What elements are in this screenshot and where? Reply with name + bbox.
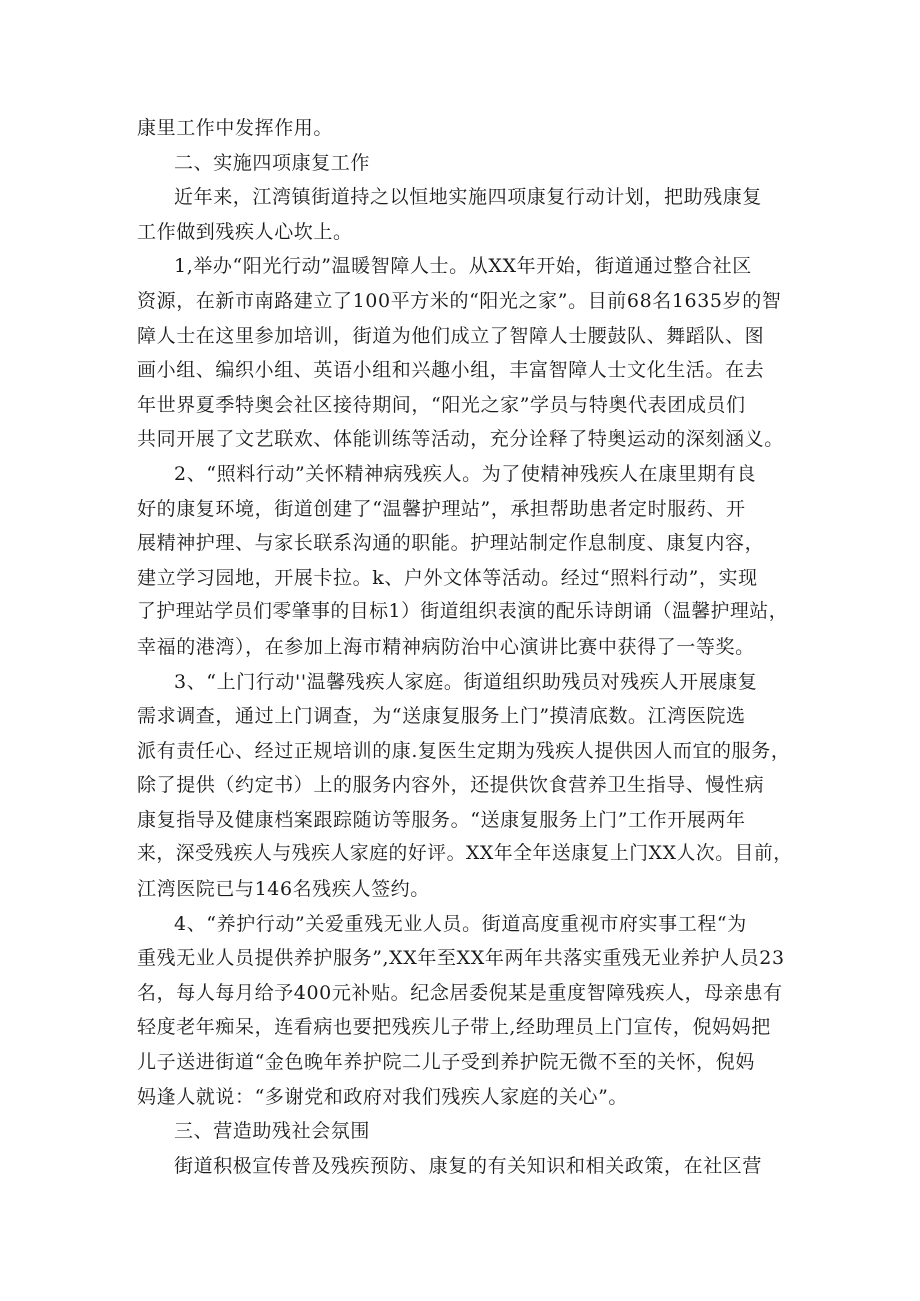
text-line: 4、“养护行动”关爱重残无业人员。街道高度重视市府实事工程“为 bbox=[174, 912, 747, 935]
text-line: 妈逢人就说：“多谢党和政府对我们残疾人家庭的关心”。 bbox=[137, 1085, 629, 1108]
text-line: 需求调查，通过上门调查，为“送康复服务上门”摸清底数。江湾医院选 bbox=[137, 705, 746, 728]
text-line: 江湾医院已与146名残疾人签约。 bbox=[137, 878, 430, 901]
section-heading-2: 二、实施四项康复工作 bbox=[174, 151, 371, 174]
text-line: 近年来，江湾镇街道持之以恒地实施四项康复行动计划，把助残康复 bbox=[174, 186, 763, 209]
text-line: 年世界夏季特奥会社区接待期间，“阳光之家”学员与特奥代表团成员们 bbox=[137, 393, 746, 416]
document-body bbox=[137, 111, 795, 1183]
text-line: 派有责任心、经过正规培训的康.复医生定期为残疾人提供因人而宜的服务， bbox=[137, 739, 791, 762]
text-line: 重残无业人员提供养护服务”,XX年至XX年两年共落实重残无业养护人员23 bbox=[137, 947, 785, 970]
text-line: 康复指导及健康档案跟踪随访等服务。“送康复服务上门”工作开展两年 bbox=[137, 808, 746, 831]
text-line: 1,举办“阳光行动”温暖智障人士。从XX年开始，街道通过整合社区 bbox=[174, 255, 752, 278]
section-heading-3: 三、营造助残社会氛围 bbox=[174, 1120, 371, 1143]
text-line: 共同开展了文艺联欢、体能训练等活动，充分诠释了特奥运动的深刻涵义。 bbox=[137, 428, 784, 451]
text-line: 来，深受残疾人与残疾人家庭的好评。XX年全年送康复上门XX人次。目前， bbox=[137, 843, 793, 865]
text-line: 3、“上门行动''温馨残疾人家庭。街道组织助残员对残疾人开展康复 bbox=[174, 670, 758, 693]
text-line: 资源，在新市南路建立了100平方米的“阳光之家”。目前68名1635岁的智 bbox=[137, 289, 782, 312]
text-line: 了护理站学员们零肇事的目标1）街道组织表演的配乐诗朗诵（温馨护理站， bbox=[137, 601, 789, 623]
text-line: 障人士在这里参加培训，街道为他们成立了智障人士腰鼓队、舞蹈队、图 bbox=[137, 324, 765, 347]
text-line: 展精神护理、与家长联系沟通的职能。护理站制定作息制度、康复内容， bbox=[137, 532, 765, 555]
text-line: 儿子送进街道“金色晚年养护院二儿子受到养护院无微不至的关怀，倪妈 bbox=[137, 1051, 755, 1074]
text-line: 工作做到残疾人心坎上。 bbox=[137, 220, 353, 243]
text-line: 街道积极宣传普及残疾预防、康复的有关知识和相关政策，在社区营 bbox=[174, 1154, 763, 1177]
text-line: 画小组、编织小组、英语小组和兴趣小组，丰富智障人士文化生活。在去 bbox=[137, 359, 765, 382]
text-line: 名，每人每月给予400元补贴。纪念居委倪某是重度智障残疾人，母亲患有 bbox=[137, 981, 783, 1004]
text-line: 除了提供（约定书）上的服务内容外，还提供饮食营养卫生指导、慢性病 bbox=[137, 774, 765, 797]
text-line: 康里工作中发挥作用。 bbox=[137, 117, 334, 139]
text-line: 幸福的港湾），在参加上海市精神病防治中心演讲比赛中获得了一等奖。 bbox=[137, 635, 755, 658]
text-line: 轻度老年痴呆，连看病也要把残疾儿子带上,经助理员上门宣传，倪妈妈把 bbox=[137, 1016, 771, 1039]
text-line: 建立学习园地，开展卡拉。k、户外文体等活动。经过“照料行动”，实现 bbox=[137, 566, 758, 589]
text-line: 好的康复环境，街道创建了“温馨护理站”，承担帮助患者定时服药、开 bbox=[137, 497, 746, 520]
text-line: 2、“照料行动”关怀精神病残疾人。为了使精神残疾人在康里期有良 bbox=[174, 462, 757, 485]
